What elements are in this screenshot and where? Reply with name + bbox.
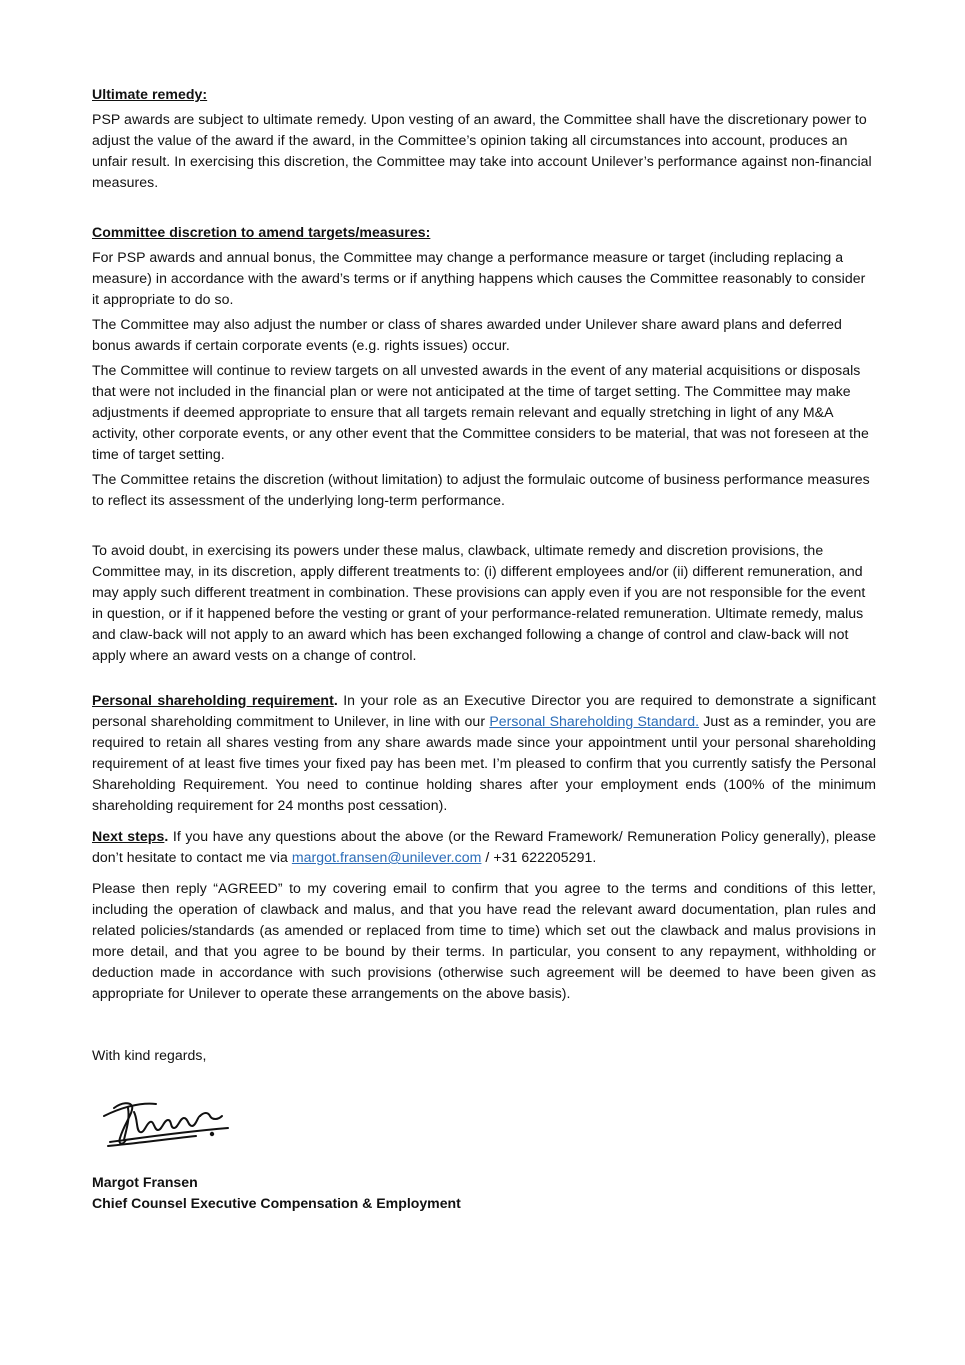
committee-discretion-paragraph-3: The Committee will continue to review targets on all unvested awards in the event of any material acquisitions or disposals that were not included in the financial plan or were not anticipated at the time of target setting. The Committee may make adjustments if deemed appropriate to ensure that all targets remain relevant and equally stretching in light of any M&A activity, other corporate events, or any other event that the Committee considers to be material, that was not foreseen at the time of target setting. xyxy=(92,362,869,462)
next-steps-heading-period: . xyxy=(164,828,169,844)
next-steps-text-after-email: / +31 622205291. xyxy=(481,849,597,865)
agreement-paragraph: Please then reply “AGREED” to my covering email to confirm that you agree to the terms and conditions of this letter, including the operation of clawback and malus, and that you have read the relevant award documentation, plan rules and related policies/standards (as amended or replaced from time to time) which set out the clawback and malus provisions in more detail, and that you agree to be bound by their terms. In particular, you consent to any repayment, withholding or deduction made in accordance with such provisions (otherwise such agreement will be deemed to have been given as appropriate for Unilever to operate these arrangements on the above basis). xyxy=(92,880,876,1001)
shareholding-text-after-link: Just as a reminder, you are required to retain all shares vesting from any share awards made since your appointment until your personal shareholding requirement of at least five times your fixed pay has been met. I’m pleased to confirm that you currently satisfy the Personal Shareholding Requirement. You need to continue holding shares after your employment ends (100% of the minimum shareholding requirement for 24 months post cessation). xyxy=(92,713,876,813)
next-steps-heading: Next steps xyxy=(92,828,165,844)
committee-discretion-paragraph-2: The Committee may also adjust the number or class of shares awarded under Unilever share award plans and deferred bonus awards if certain corporate events (e.g. rights issues) occur. xyxy=(92,316,842,353)
signatory-title: Chief Counsel Executive Compensation & Employment xyxy=(92,1195,461,1211)
shareholding-paragraph xyxy=(92,690,876,816)
signature-image xyxy=(100,1094,234,1152)
ultimate-remedy-heading: Ultimate remedy: xyxy=(92,86,208,102)
next-steps-paragraph xyxy=(92,826,876,868)
letter-body xyxy=(92,84,876,1066)
shareholding-text-before-link: In your role as an Executive Director you are required to demonstrate a significant personal shareholding commitment to Unilever, in line with our xyxy=(92,692,876,729)
closing-line: With kind regards, xyxy=(92,1047,207,1063)
committee-discretion-paragraph-1: For PSP awards and annual bonus, the Committee may change a performance measure or target (including replacing a measure) in accordance with the award’s terms or if anything happens which causes the Committee reasonably to consider it appropriate to do so. xyxy=(92,249,866,307)
next-steps-text-before-email: If you have any questions about the above (or the Reward Framework/ Remuneration Policy generally), please don’t hesitate to contact me via xyxy=(92,828,877,865)
committee-discretion-paragraph-4: The Committee retains the discretion (without limitation) to adjust the formulaic outcome of business performance measures to reflect its assessment of the underlying long-term performance. xyxy=(92,471,870,508)
avoid-doubt-paragraph: To avoid doubt, in exercising its powers under these malus, clawback, ultimate remedy and discretion provisions, the Committee may, in its discretion, apply different treatments to: (i) different employees and/or (ii) different remuneration, and may apply such different treatment in combination. These provisions can apply even if you are not responsible for the event in question, or if it happened before the vesting or grant of your performance-related remuneration. Ultimate remedy, malus and claw-back will not apply to an award which has been exchanged following a change of control and claw-back will not apply where an award vests on a change of control. xyxy=(92,542,866,663)
shareholding-heading: Personal shareholding requirement xyxy=(92,692,334,708)
signatory-name: Margot Fransen xyxy=(92,1174,198,1190)
ultimate-remedy-paragraph: PSP awards are subject to ultimate remedy. Upon vesting of an award, the Committee shall have the discretionary power to adjust the value of the award if the award, in the Committee’s opinion taking all circumstances into account, produces an unfair result. In exercising this discretion, the Committee may take into account Unilever’s performance against non-financial measures. xyxy=(92,111,872,190)
signature-block xyxy=(92,1172,461,1214)
email-link[interactable]: margot.fransen@unilever.com xyxy=(291,849,482,865)
committee-discretion-heading: Committee discretion to amend targets/measures: xyxy=(92,224,431,240)
shareholding-heading-period: . xyxy=(333,692,338,708)
personal-shareholding-standard-link[interactable]: Personal Shareholding Standard. xyxy=(489,713,700,729)
